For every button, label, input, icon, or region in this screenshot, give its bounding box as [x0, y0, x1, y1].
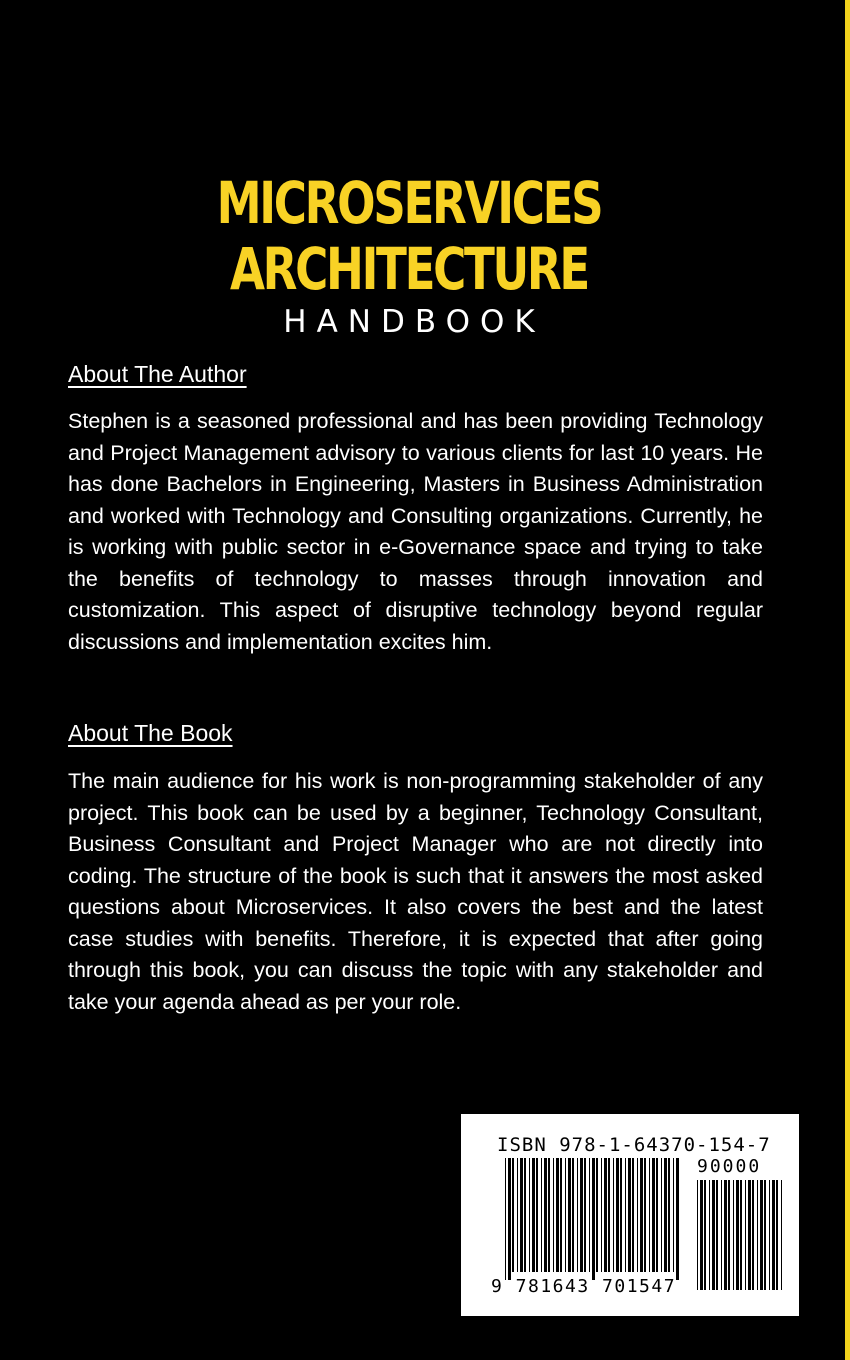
barcode-bar [637, 1158, 638, 1272]
barcode-bar [572, 1158, 574, 1272]
barcode-bar [712, 1180, 715, 1290]
barcode-bar [553, 1158, 554, 1272]
barcode-bar [584, 1158, 586, 1272]
barcode-bar [733, 1180, 734, 1290]
title-line-2: ARCHITECTURE [230, 235, 588, 303]
barcode-bar [656, 1158, 658, 1272]
ean13-bars [505, 1158, 679, 1280]
barcode-bar [601, 1158, 602, 1272]
barcode-bar [556, 1158, 559, 1272]
barcode-bar [704, 1180, 706, 1290]
barcode-digits: 9 781643 701547 [491, 1276, 677, 1297]
barcode-bar [565, 1158, 566, 1272]
barcode-bar [625, 1158, 626, 1272]
barcode-bar [772, 1180, 775, 1290]
barcode-bar [616, 1158, 619, 1272]
barcode-bar [517, 1158, 518, 1272]
barcode-bar [544, 1158, 547, 1272]
barcode-bar [628, 1158, 631, 1272]
barcode-bar [764, 1180, 766, 1290]
barcode-bar [673, 1158, 674, 1272]
barcode-bar [613, 1158, 614, 1272]
barcode-bar [781, 1180, 782, 1290]
isbn-label: ISBN 978-1-64370-154-7 [497, 1134, 771, 1156]
about-book-heading: About The Book [68, 720, 233, 746]
about-book-text: The main audience for his work is non-programming stakeholder of any project. This book can be used by a beginner, Technology Consultant, Business Consultant and Project Manager who are not directly into coding. The structure of the book is such that it answers the most asked questions about Microservices. It also covers the best and the latest case studies with benefits. Therefore, it is expected that after going through this book, you can discuss the topic with any stakeholder and take your agenda ahead as per your role. [68, 769, 763, 1014]
barcode-bar [652, 1158, 655, 1272]
barcode-bar [532, 1158, 535, 1272]
barcode-bar [664, 1158, 667, 1272]
barcode-bar [757, 1180, 758, 1290]
barcode-bar [541, 1158, 542, 1272]
spine-accent-line [845, 0, 850, 1360]
about-author-heading: About The Author [68, 361, 247, 387]
barcode-bar [728, 1180, 730, 1290]
book-title [0, 170, 818, 340]
barcode-bar [644, 1158, 646, 1272]
barcode-bar [700, 1180, 703, 1290]
barcode-bar [536, 1158, 538, 1272]
barcode-bar [592, 1158, 595, 1280]
barcode-bar [520, 1158, 523, 1272]
barcode-bar [716, 1180, 718, 1290]
barcode-bar [620, 1158, 622, 1272]
barcode-bar [724, 1180, 727, 1290]
barcode-bar [736, 1180, 739, 1290]
barcode-bar [560, 1158, 562, 1272]
barcode-bar [760, 1180, 763, 1290]
barcode-bar [505, 1158, 506, 1280]
barcode-bar [709, 1180, 710, 1290]
barcode-bar [580, 1158, 583, 1272]
barcode-bar [512, 1158, 514, 1272]
barcode-bar [589, 1158, 590, 1272]
barcode-bar [752, 1180, 754, 1290]
barcode-bar [748, 1180, 751, 1290]
barcode-bar [524, 1158, 526, 1272]
barcode-bar [661, 1158, 662, 1272]
barcode-bar [568, 1158, 571, 1272]
barcode-bar [649, 1158, 650, 1272]
barcode-bar [640, 1158, 643, 1272]
barcode-bar [596, 1158, 598, 1272]
barcode-bar [721, 1180, 722, 1290]
barcode-bar [740, 1180, 742, 1290]
barcode-bar [769, 1180, 770, 1290]
addon-bars [697, 1180, 782, 1290]
barcode-bar [604, 1158, 607, 1272]
barcode-bar [668, 1158, 670, 1272]
barcode-bar [697, 1180, 698, 1290]
barcode-bar [632, 1158, 634, 1272]
barcode-bar [608, 1158, 610, 1272]
barcode-bar [676, 1158, 679, 1280]
barcode-bar [529, 1158, 530, 1272]
book-subtitle: HANDBOOK [283, 304, 545, 340]
title-line-1: MICROSERVICES [216, 169, 602, 237]
barcode-bar [577, 1158, 578, 1272]
isbn-barcode-panel [461, 1114, 799, 1316]
barcode-addon-number: 90000 [697, 1156, 762, 1177]
barcode-bar [508, 1158, 511, 1280]
barcode-bar [776, 1180, 778, 1290]
barcode-bar [745, 1180, 746, 1290]
barcode-bar [548, 1158, 550, 1272]
about-author-text: Stephen is a seasoned professional and has been providing Technology and Project Management advisory to various clients for last 10 years. He has done Bachelors in Engineering, Masters in Business Administration and worked with Technology and Consulting organizations. Currently, he is working with public sector in e-Governance space and trying to take the benefits of technology to masses through innovation and customization. This aspect of disruptive technology beyond regular discussions and implementation excites him. [68, 409, 763, 654]
